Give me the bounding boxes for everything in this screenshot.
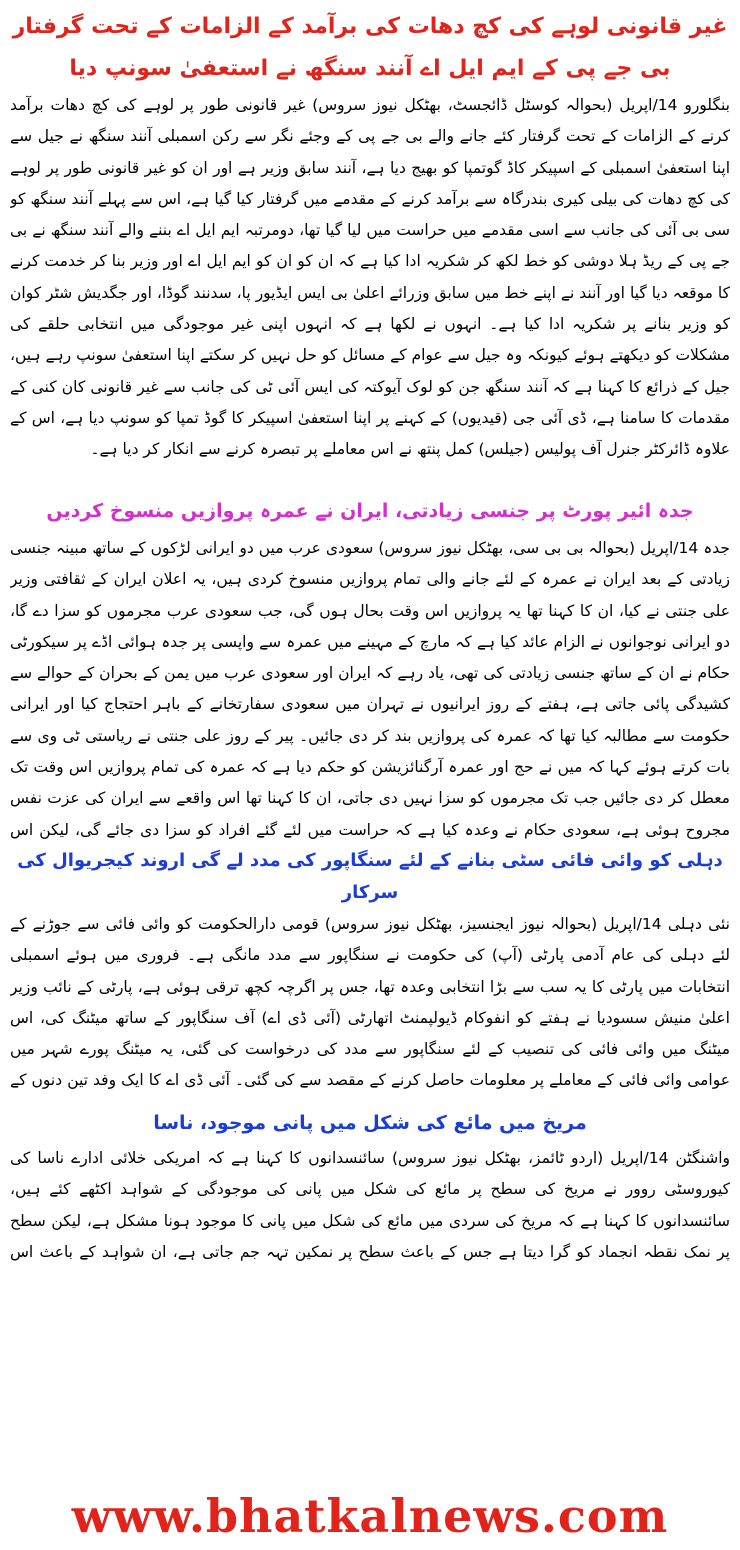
headline-mars-water: مریخ میں مائع کی شکل میں پانی موجود، ناسا bbox=[153, 1112, 587, 1134]
article-mars-water bbox=[10, 1105, 730, 1269]
article-delhi-wifi bbox=[10, 845, 730, 1099]
body-delhi-wifi: نئی دہلی 14/اپریل (بحوالہ نیوز ایجنسیز، بھٹکل نیوز سروس) قومی دارالحکومت کو وائی فائی سے جوڑنے کے لئے دہلی کی عام آدمی پارٹی (آپ) کی حکومت نے سنگاپور سے مدد مانگی ہے۔ فروری میں ہوئے اسمبلی انتخابات میں پارٹی کا یہ سب سے بڑا انتخابی وعدہ تھا، جس پر اگرچہ کچھ ترقی ہوئی ہے، پارٹی کے نائب وزیر اعلیٰ منیش سسودیا نے ہفتے کو انفوکام ڈیولپمنٹ اتھارٹی (آئی ڈی اے) آف سنگاپور کے ساتھ میٹنگ کی، اس میٹنگ میں وائی فائی کی تنصیب کے لئے سنگاپور سے مدد کی درخواست کی گئی، یہ میٹنگ پورے شہر میں عوامی وائی فائی کے معاملے پر معلومات حاصل کرنے کے مقصد سے کی گئی۔ آئی ڈی اے کا ایک وفد تین دنوں کے bbox=[10, 915, 730, 1090]
body-bjp-mla: بنگلورو 14/اپریل (بحوالہ کوسٹل ڈائجسٹ، بھٹکل نیوز سروس) غیر قانونی طور پر لوہے کی کچ دھات برآمد کرنے کے الزامات کے تحت گرفتار کئے جانے والے بی جے پی کے وجئے نگر سے رکن اسمبلی آنند سنگھ نے جیل سے اپنا استعفیٰ اسمبلی کے اسپیکر کاڈ گوتمپا کو بھیج دیا ہے، آنند سابق وزیر ہے اور ان کو غیر قانونی طور پر لوہے کی کچ دھات کی بیلی کیری بندرگاہ سے برآمد کرنے کے مقدمے میں گرفتار کیا گیا ہے، اس سے پہلے آنند سنگھ کو سی بی آئی کی جانب سے اسی مقدمے میں حراست میں لیا گیا تھا، دومرتبہ ایم ایل اے بننے والے آنند سنگھ نے بی جے پی کے ریڈ ہلا دوشی کو خط لکھ کر شکریہ ادا کیا ہے کہ ان کو ان کو ایم ایل اے اور وزیر بنا کر خدمت کرنے کا موقعہ دیا گیا اور آنند نے اپنے خط میں سابق وزرائے اعلیٰ بی ایس ایڈیور پا، سدنند گوڈا، اور جگدیش شٹر کوان کو وزیر بنانے پر شکریہ ادا کیا ہے۔ انہوں نے لکھا ہے کہ انہوں اپنی غیر موجودگی میں انتخابی حلقے کی مشکلات کو دیکھتے ہوئے کیونکہ وہ جیل سے عوام کے مسائل کو حل نہیں کر سکتے اپنا استعفیٰ سونپ رہے ہیں، جیل کے ذرائع کا کہنا ہے کہ آنند سنگھ جن کو لوک آیوکتہ کی ایس آئی ٹی کی جانب سے غیر قانونی کان کنی کے مقدمات کا سامنا ہے، ڈی آئی جی (قیدیوں) کے کہنے پر اپنا استعفیٰ اسپیکر کا گوڈ تمپا کو سونپ دیا ہے، اس کے علاوہ ڈائرکٹر جنرل آف پولیس (جیلس) کمل پنتھ نے اس معاملے پر تبصرہ کرنے سے انکار کر دیا ہے۔ bbox=[10, 96, 730, 459]
headline-delhi-wifi: دہلی کو وائی فائی سٹی بنانے کے لئے سنگاپور کی مدد لے گی اروند کیجریوال کی سرکار bbox=[17, 850, 723, 903]
footer-website-link[interactable]: www.bhatkalnews.com bbox=[71, 1489, 669, 1543]
headline-jeddah-airport: جدہ ائیر پورٹ پر جنسی زیادتی، ایران نے عمرہ پروازیں منسوخ کردیں bbox=[46, 500, 694, 522]
body-jeddah-airport: جدہ 14/اپریل (بحوالہ بی بی سی، بھٹکل نیوز سروس) سعودی عرب میں دو ایرانی لڑکوں کے ساتھ مبینہ جنسی زیادتی کے بعد ایران نے عمرہ کے لئے جانے والی تمام پروازیں منسوخ کردی ہیں، یہ اعلان ایران کے ثقافتی وزیر علی جنتی نے کیا، ان کا کہنا تھا یہ پروازیں اس وقت بحال ہوں گی، جب سعودی عرب مجرموں کو سزا دے گا، دو ایرانی نوجوانوں نے الزام عائد کیا ہے کہ مارچ کے مہینے میں عمرہ سے واپسی پر جدہ ہوائی اڈے پر سیکورٹی حکام نے ان کے ساتھ جنسی زیادتی کی تھی، یاد رہے کہ ایران اور سعودی عرب میں یمن کے بحران کے حوالے سے کشیدگی پائی جاتی ہے، ہفتے کے روز ایرانیوں نے تہران میں سعودی سفارتخانے کے باہر احتجاج کیا اور ایرانی حکومت سے مطالبہ کیا تھا کہ عمرہ کی پروازیں بند کر دی جائیں۔ پیر کے روز علی جنتی نے ریاستی ٹی وی سے بات کرتے ہوئے کہا کہ میں نے حج اور عمرہ آرگنائزیشن کو حکم دیا ہے کہ عمرہ کی تمام پروازیں اس وقت تک معطل کر دی جائیں جب تک مجرموں کو سزا نہیں دی جاتی، ان کا کہنا تھا اس واقعے سے ایران کی عزت نفس مجروح ہوئی ہے، سعودی حکام نے وعدہ کیا ہے کہ حراست میں لئے گئے افراد کو سزا دی جائے گی، لیکن اس bbox=[10, 539, 730, 839]
headline-bjp-mla: غیر قانونی لوہے کی کچ دھات کی برآمد کے الزامات کے تحت گرفتار بی جے پی کے ایم ایل اے آنند سنگھ نے استعفیٰ سونپ دیا bbox=[12, 14, 728, 81]
article-bjp-mla bbox=[10, 6, 730, 485]
article-jeddah-airport bbox=[10, 493, 730, 845]
body-mars-water: واشنگٹن 14/اپریل (اردو ٹائمز، بھٹکل نیوز سروس) سائنسدانوں کا کہنا ہے کہ امریکی خلائی ادارے ناسا کی کیوروسٹی روور نے مریخ کی سطح پر مائع کی شکل میں پانی کی موجودگی کے شواہد اکٹھے کئے ہیں، سائنسدانوں کا کہنا ہے کہ مریخ کی سردی میں مائع کی شکل میں پانی کا موجود ہونا مشکل ہے، لیکن سطح پر نمک نقطہ انجماد کو گرا دیتا ہے جس کے باعث سطح پر نمکین تہہ جم جاتی ہے، ان شواہد کے باعث اس bbox=[10, 1149, 730, 1261]
